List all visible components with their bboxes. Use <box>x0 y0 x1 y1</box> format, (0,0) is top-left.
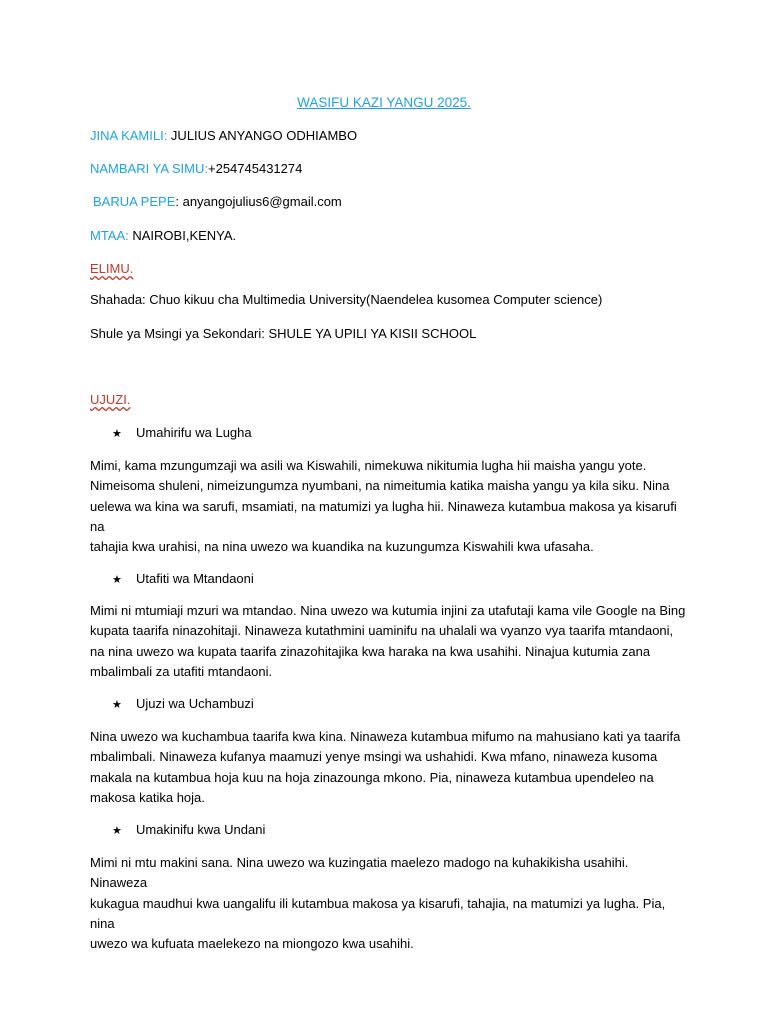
paragraph-line: kupata taarifa ninazohitaji. Ninaweza kutathmini uaminifu na uhalali wa vyanzo vya taarifa mtandaoni, <box>90 623 674 639</box>
location-value: NAIROBI,KENYA. <box>128 228 237 243</box>
email-label: BARUA PEPE <box>93 194 176 209</box>
paragraph-line: tahajia kwa urahisi, na nina uwezo wa kuandika na kuzungumza Kiswahili kwa ufasaha. <box>90 539 594 555</box>
skill-title: Utafiti wa Mtandaoni <box>136 571 254 586</box>
paragraph-line: makala na kutambua hoja kuu na hoja zinazounga mkono. Pia, ninaweza kutambua upendeleo na <box>90 769 654 785</box>
skill-bullet-4 <box>112 820 265 841</box>
skill-description-3 <box>90 727 686 808</box>
skill-description-1 <box>90 456 686 557</box>
skill-title: Umahirifu wa Lugha <box>136 425 252 440</box>
paragraph-line: mbalimbali za utafiti mtandaoni. <box>90 663 273 679</box>
skills-heading: UJUZI. <box>90 392 131 407</box>
paragraph-line: kukagua maudhui kwa uangalifu ili kutambua makosa ya kisarufi, tahajia, na matumizi ya lugha. Pia, nina <box>90 895 666 931</box>
location-label: MTAA: <box>90 228 129 243</box>
name-value: JULIUS ANYANGO ODHIAMBO <box>167 128 358 143</box>
email-value: : anyangojulius6@gmail.com <box>175 194 342 209</box>
star-icon: ★ <box>112 428 122 440</box>
paragraph-line: Mimi ni mtumiaji mzuri wa mtandao. Nina uwezo wa kutumia injini za utafutaji kama vile Google na Bing <box>90 603 686 618</box>
paragraph-line: Nimeisoma shuleni, nimeizungumza nyumbani, na nimeitumia katika maisha yangu ya kila siku. Nina <box>90 478 670 494</box>
skill-bullet-1 <box>112 423 252 444</box>
skill-title: Ujuzi wa Uchambuzi <box>136 696 254 711</box>
name-row <box>90 126 357 146</box>
phone-label: NAMBARI YA SIMU: <box>90 161 208 176</box>
skill-title: Umakinifu kwa Undani <box>136 822 266 837</box>
paragraph-line: mbalimbali. Ninaweza kufanya maamuzi yenye msingi wa ushahidi. Kwa mfano, ninaweza kusoma <box>90 749 658 765</box>
star-icon: ★ <box>112 699 122 711</box>
email-row <box>93 192 342 212</box>
paragraph-line: uwezo wa kufuata maelekezo na miongozo kwa usahihi. <box>90 936 414 952</box>
name-label: JINA KAMILI: <box>90 128 168 143</box>
page-title: WASIFU KAZI YANGU 2025. <box>297 95 471 110</box>
skill-bullet-2 <box>112 569 254 590</box>
paragraph-line: Mimi ni mtu makini sana. Nina uwezo wa kuzingatia maelezo madogo na kuhakikisha usahihi. Ninaweza <box>90 855 629 891</box>
education-school: Shule ya Msingi ya Sekondari: SHULE YA UPILI YA KISII SCHOOL <box>90 326 477 341</box>
education-degree: Shahada: Chuo kikuu cha Multimedia University(Naendelea kusomea Computer science) <box>90 292 603 307</box>
paragraph-line: Mimi, kama mzungumzaji wa asili wa Kiswahili, nimekuwa nikitumia lugha hii maisha yangu yote. <box>90 458 647 473</box>
skill-description-4 <box>90 853 686 954</box>
paragraph-line: na nina uwezo wa kupata taarifa zinazohitajika kwa haraka na kwa usahihi. Ninajua kutumia zana <box>90 643 651 659</box>
star-icon: ★ <box>112 574 122 586</box>
phone-value: +254745431274 <box>208 161 303 176</box>
skill-description-2 <box>90 601 686 682</box>
paragraph-line: Nina uwezo wa kuchambua taarifa kwa kina. Ninaweza kutambua mifumo na mahusiano kati ya taarifa <box>90 729 681 744</box>
location-row <box>90 226 236 246</box>
paragraph-line: makosa katika hoja. <box>90 789 205 805</box>
paragraph-line: uelewa wa kina wa sarufi, msamiati, na matumizi ya lugha hii. Ninaweza kutambua makosa ya kisarufi na <box>90 498 677 534</box>
phone-row <box>90 159 302 179</box>
skill-bullet-3 <box>112 694 254 715</box>
star-icon: ★ <box>112 825 122 837</box>
education-heading: ELIMU. <box>90 261 134 276</box>
